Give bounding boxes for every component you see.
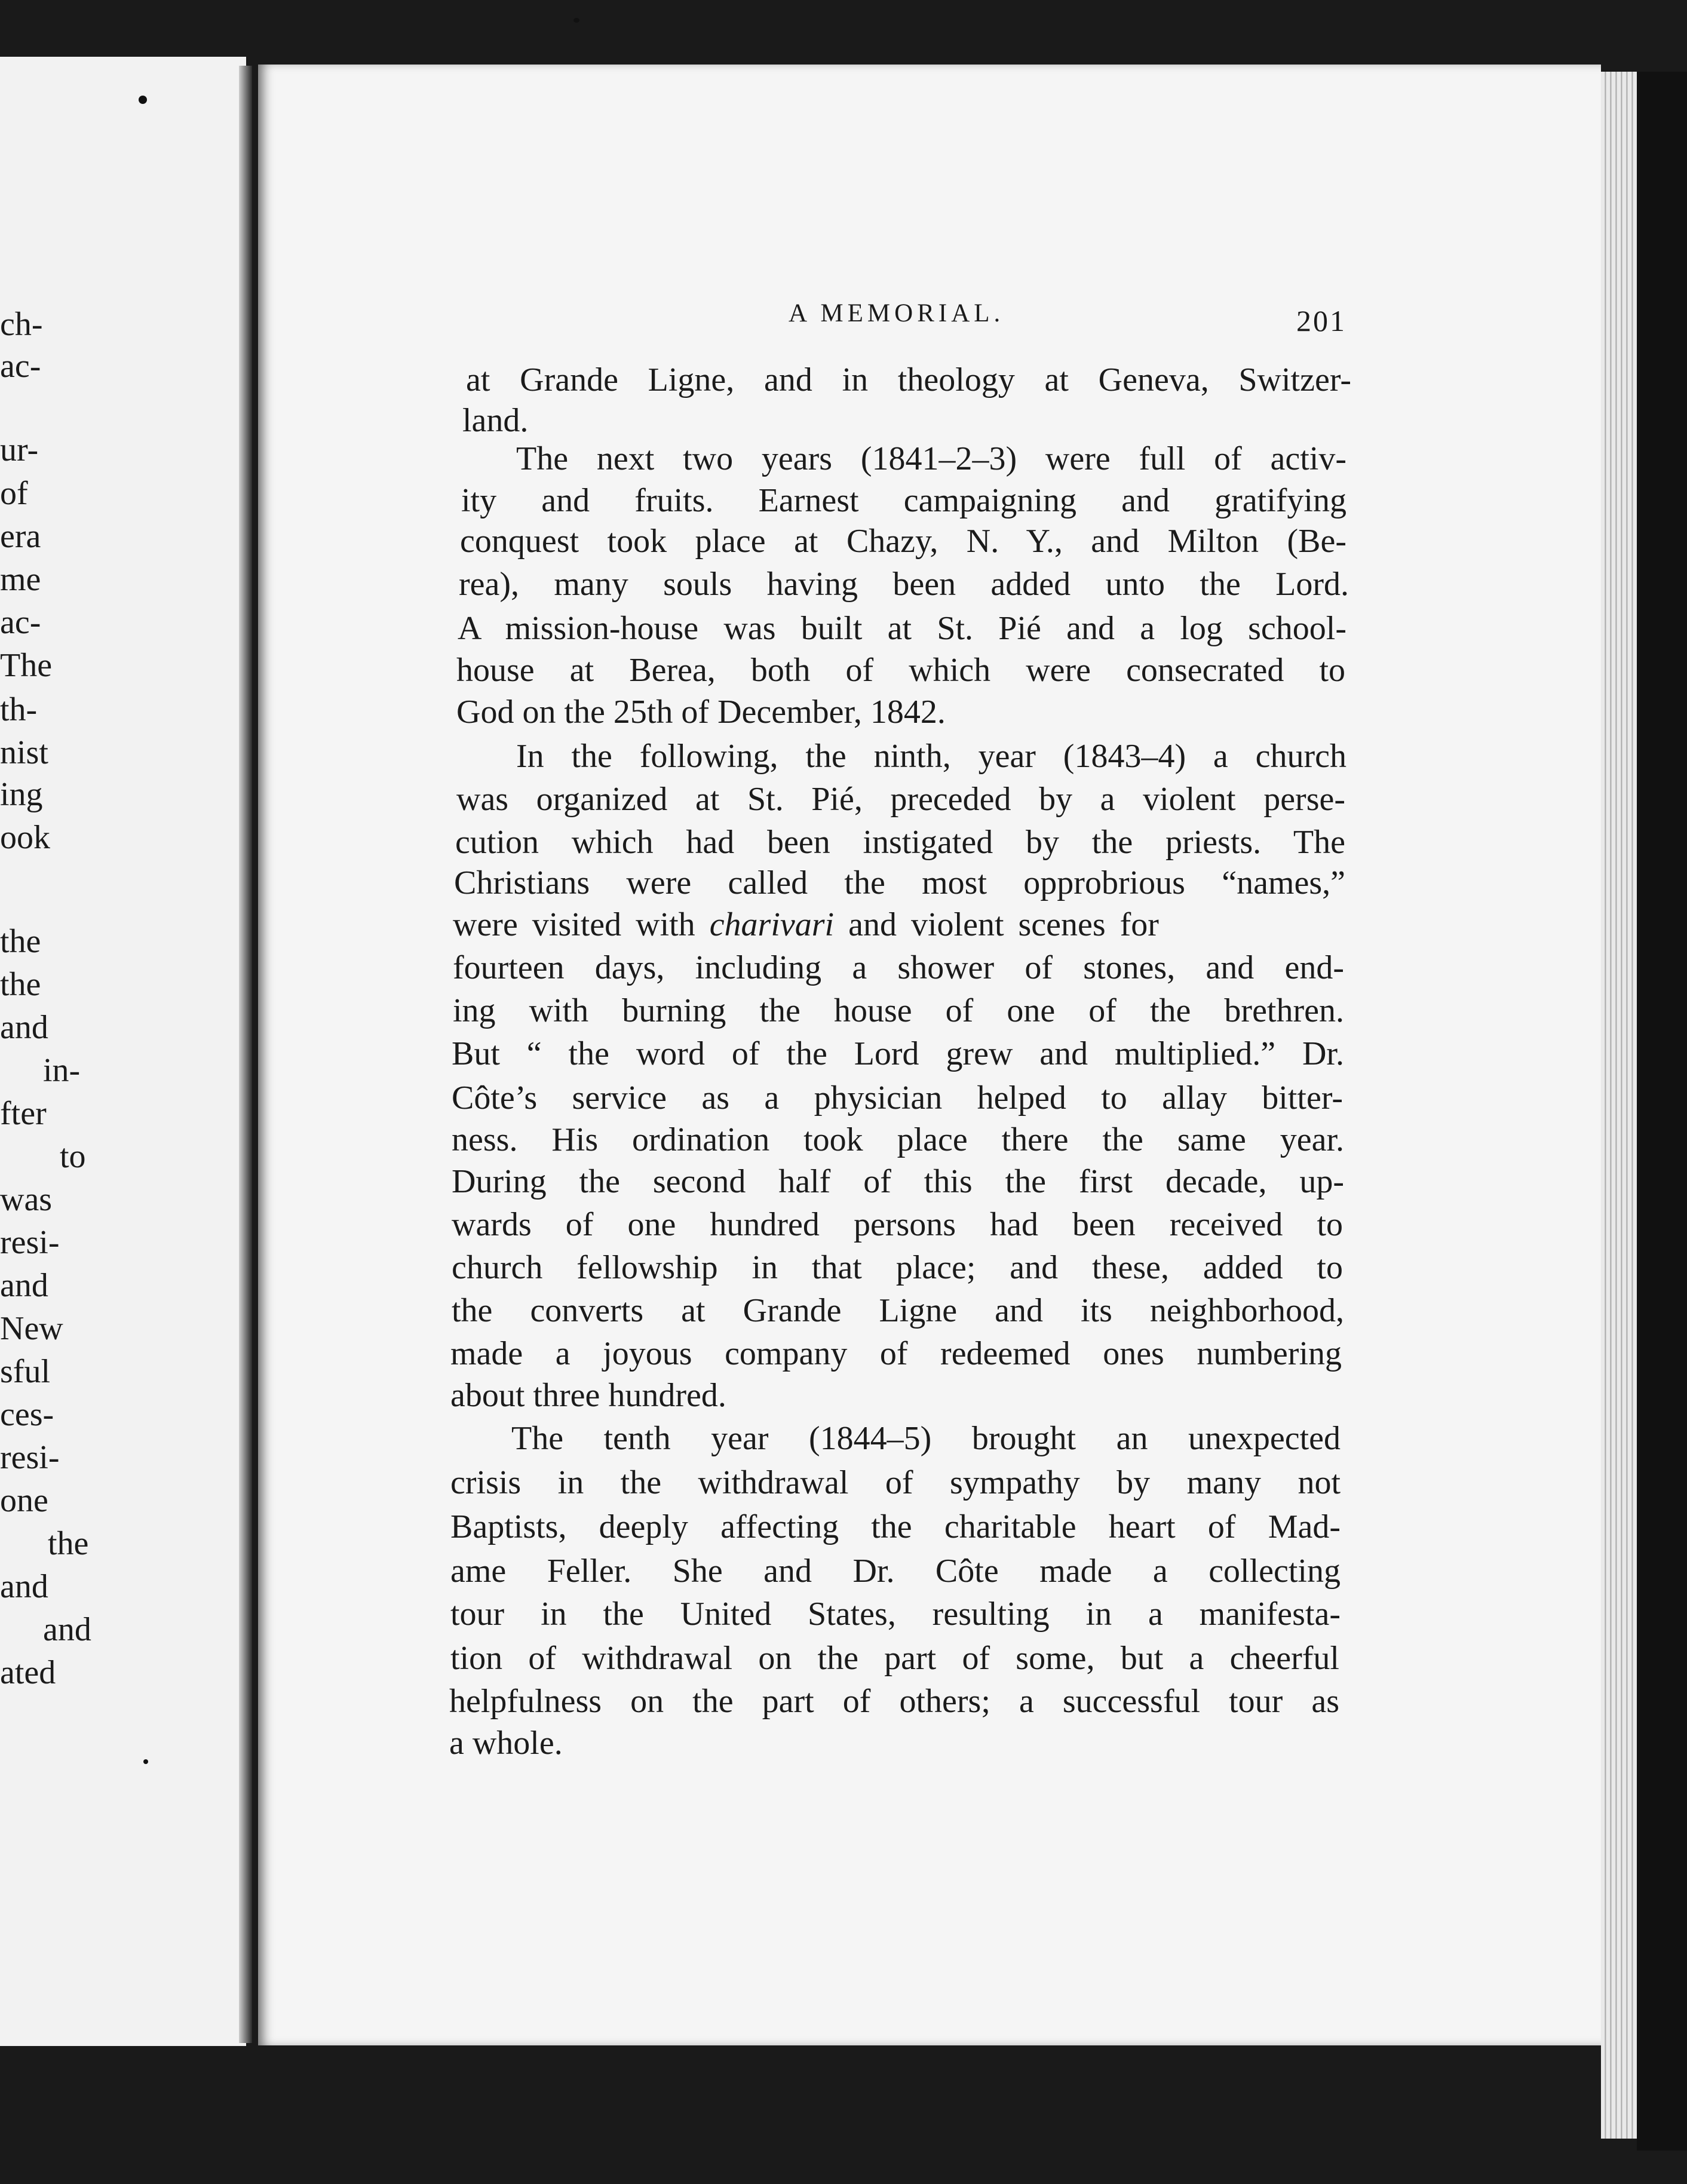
left-page-fragment-text: and	[43, 1611, 91, 1648]
text-line: ity and fruits. Earnest campaigning and gratifying	[461, 482, 1346, 519]
left-page-fragment-text: was	[0, 1181, 53, 1218]
text-line: at Grande Ligne, and in theology at Geneva, Switzer-	[466, 361, 1351, 398]
page-number: 201	[1296, 304, 1346, 338]
text-line: A mission-house was built at St. Pié and a log school-	[458, 610, 1346, 647]
book-gutter	[239, 66, 252, 2043]
page-edges	[1601, 72, 1637, 2139]
left-page-fragment-text: and	[0, 1568, 48, 1605]
text-line: The tenth year (1844–5) brought an unexpected	[511, 1420, 1341, 1457]
left-page-fragment-text: one	[0, 1482, 48, 1519]
text-line: helpfulness on the part of others; a successful tour as	[449, 1683, 1339, 1720]
left-page-fragment-text: ated	[0, 1654, 56, 1691]
left-page-fragment-text: the	[0, 966, 41, 1003]
left-page-fragment-text: th-	[0, 691, 38, 728]
left-page-fragment-text: ces-	[0, 1396, 54, 1433]
text-line: conquest took place at Chazy, N. Y., and Milton (Be-	[460, 523, 1346, 560]
text-line: But “ the word of the Lord grew and multiplied.” Dr.	[452, 1035, 1344, 1072]
left-page-fragment-text: and	[0, 1267, 48, 1304]
left-page-fragment-text: ook	[0, 819, 50, 856]
text-line: tion of withdrawal on the part of some, but a cheerful	[450, 1640, 1339, 1677]
italic-word: charivari	[709, 906, 835, 943]
text-line: church fellowship in that place; and these, added to	[452, 1249, 1343, 1286]
scan-speck	[143, 1759, 148, 1764]
left-page-fragment-text: of	[0, 475, 28, 512]
text-line: Côte’s service as a physician helped to allay bitter-	[452, 1079, 1343, 1116]
text-line: rea), many souls having been added unto the Lord.	[459, 566, 1349, 603]
text-line: crisis in the withdrawal of sympathy by many not	[450, 1464, 1341, 1501]
left-page	[0, 57, 246, 2046]
text-line: made a joyous company of redeemed ones numbering	[450, 1335, 1342, 1372]
text-line: house at Berea, both of which were consecrated to	[456, 652, 1345, 689]
left-page-fragment-text: ing	[0, 776, 43, 813]
text-line: fourteen days, including a shower of stones, and end-	[453, 949, 1344, 986]
text-line: ness. His ordination took place there the same year.	[452, 1121, 1344, 1158]
left-page-fragment-text: the	[48, 1525, 89, 1562]
scan-speck	[139, 96, 147, 104]
text-line: Baptists, deeply affecting the charitable heart of Mad-	[450, 1508, 1341, 1545]
right-page	[258, 65, 1601, 2045]
text-line: a whole.	[449, 1725, 563, 1762]
text-line: The next two years (1841–2–3) were full of activ-	[516, 440, 1346, 477]
left-page-fragment-text: ch-	[0, 306, 43, 343]
left-page-fragment-text: nist	[0, 734, 48, 771]
left-page-fragment-text: ac-	[0, 348, 41, 385]
running-head: A MEMORIAL.	[789, 299, 1005, 327]
left-page-fragment-text: The	[0, 647, 53, 684]
text-segment: were visited with	[453, 906, 710, 943]
left-page-fragment-text: the	[0, 923, 41, 960]
text-line: land.	[462, 402, 529, 439]
left-page-fragment-text: fter	[0, 1095, 47, 1132]
text-line: about three hundred.	[450, 1377, 726, 1414]
page-edges-shadow	[1637, 72, 1687, 2151]
left-page-fragment-text: resi-	[0, 1439, 60, 1476]
text-line	[453, 908, 1346, 941]
left-page-fragment-text: in-	[43, 1052, 81, 1089]
text-line: ing with burning the house of one of the brethren.	[453, 992, 1344, 1029]
left-page-fragment-text: sful	[0, 1353, 50, 1390]
text-line: During the second half of this the first decade, up-	[452, 1163, 1344, 1200]
text-line: wards of one hundred persons had been received to	[452, 1206, 1343, 1243]
left-page-fragment-text: ac-	[0, 604, 41, 641]
text-line: Christians were called the most opprobrious “names,”	[454, 864, 1345, 901]
text-line: was organized at St. Pié, preceded by a violent perse-	[456, 781, 1345, 818]
left-page-fragment-text: ur-	[0, 431, 39, 468]
text-line: the converts at Grande Ligne and its neighborhood,	[452, 1292, 1344, 1329]
left-page-fragment-text: me	[0, 561, 41, 598]
left-page-fragment-text: era	[0, 518, 41, 555]
left-page-fragment-text: New	[0, 1310, 63, 1347]
text-line: God on the 25th of December, 1842.	[456, 694, 946, 731]
text-line: cution which had been instigated by the priests. The	[455, 824, 1345, 861]
text-segment: and violent scenes for	[834, 906, 1159, 943]
left-page-fragment-text: and	[0, 1009, 48, 1046]
text-line: tour in the United States, resulting in a manifesta-	[450, 1596, 1341, 1633]
text-line: ame Feller. She and Dr. Côte made a collecting	[450, 1553, 1341, 1590]
left-page-fragment-text: to	[60, 1138, 86, 1175]
left-page-fragment-text: resi-	[0, 1224, 60, 1261]
text-line: In the following, the ninth, year (1843–4) a church	[516, 738, 1346, 775]
scan-speck	[573, 18, 579, 23]
